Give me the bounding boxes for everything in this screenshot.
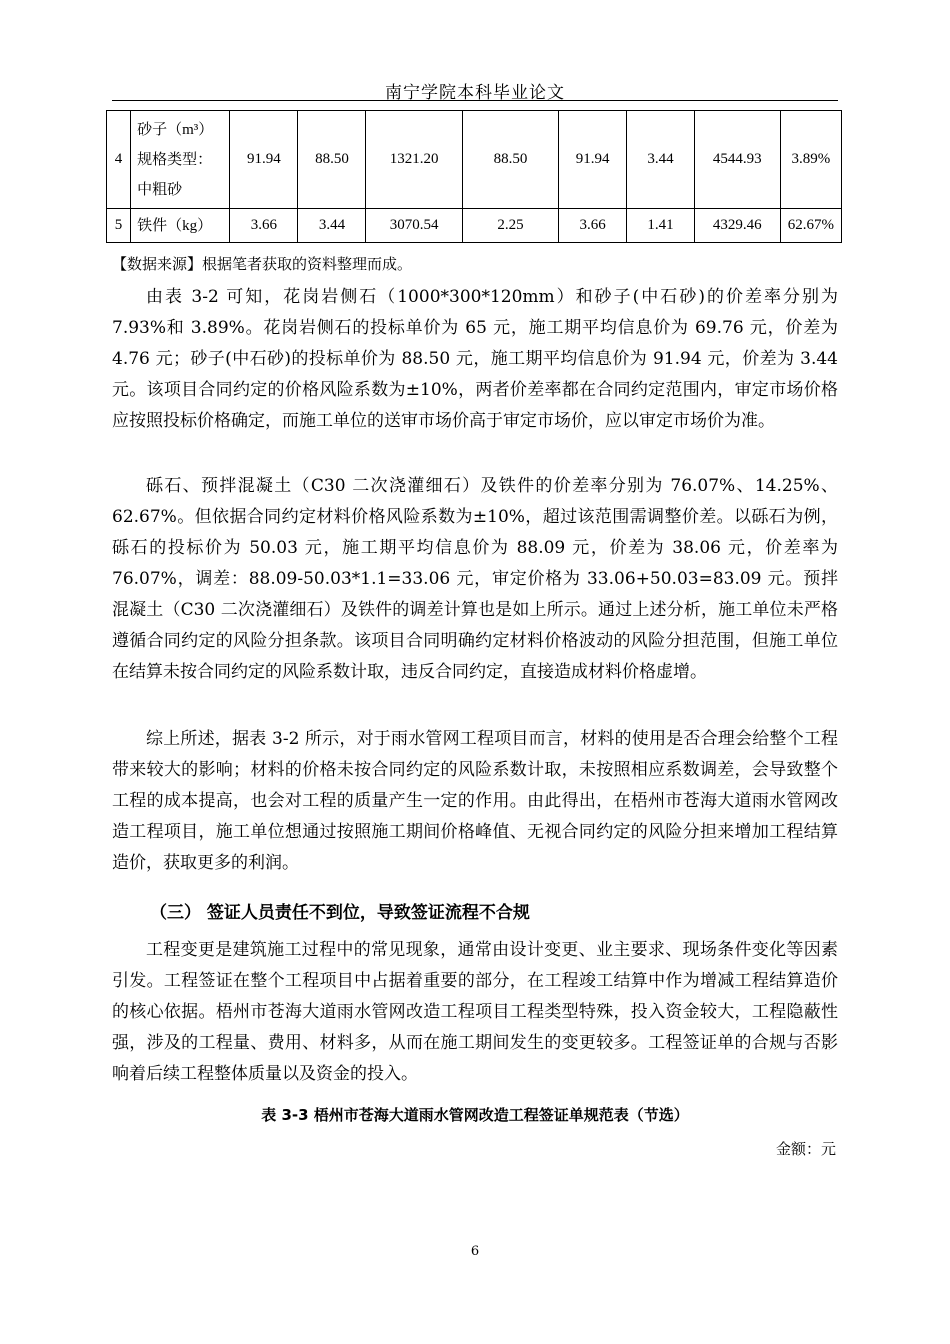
table-cell: 3.44 — [298, 209, 366, 243]
table-cell: 3.44 — [627, 111, 695, 209]
table-caption: 表 3-3 梧州市苍海大道雨水管网改造工程签证单规范表（节选） — [261, 1106, 689, 1124]
table-cell: 4329.46 — [694, 209, 780, 243]
header-divider — [112, 100, 838, 101]
table-row — [107, 111, 842, 209]
table-cell: 2.25 — [462, 209, 558, 243]
table-row — [107, 209, 842, 243]
table-cell: 3.89% — [780, 111, 841, 209]
paragraph-summary: 综上所述，据表 3-2 所示，对于雨水管网工程项目而言，材料的使用是否合理会给整个工程带来较大的影响；材料的价格未按合同约定的风险系数计取，未按照相应系数调差，会导致整个工程的成本提高，也会对工程的质量产生一定的作用。由此得出，在梧州市苍海大道雨水管网改造工程项目，施工单位想通过按照施工期间价格峰值、无视合同约定的风险分担来增加工程结算造价，获取更多的利润。 — [112, 729, 838, 873]
table-cell: 91.94 — [559, 111, 627, 209]
page-number: 6 — [470, 1244, 480, 1259]
paragraph-price-difference-analysis: 由表 3-2 可知，花岗岩侧石（1000*300*120mm）和砂子(中石砂)的价差率分别为 7.93%和 3.89%。花岗岩侧石的投标单价为 65 元，施工期平均信息价为 69.76 元，价差为 4.76 元；砂子(中石砂)的投标单价为 88.50 元，施工期平均信息价为 91.94 元，价差为 3.44 元。该项目合同约定的价格风险系数为±10%，两者价差率都在合同约定范围内，审定市场价格应按照投标价格确定，而施工单位的送审市场价高于审定市场价，应以审定市场价为准。 — [112, 287, 838, 431]
table-cell: 1321.20 — [366, 111, 462, 209]
section-heading: （三） 签证人员责任不到位，导致签证流程不合规 — [150, 903, 530, 923]
table-cell: 91.94 — [230, 111, 298, 209]
table-cell: 62.67% — [780, 209, 841, 243]
unit-note: 金额：元 — [775, 1140, 836, 1158]
row-number: 4 — [107, 111, 131, 209]
table-cell: 88.50 — [462, 111, 558, 209]
page-header: 南宁学院本科毕业论文 — [385, 83, 565, 103]
material-price-table — [106, 110, 842, 243]
table-cell: 4544.93 — [694, 111, 780, 209]
row-number: 5 — [107, 209, 131, 243]
table-cell: 3.66 — [559, 209, 627, 243]
paragraph-engineering-change: 工程变更是建筑施工过程中的常见现象，通常由设计变更、业主要求、现场条件变化等因素引发。工程签证在整个工程项目中占据着重要的部分，在工程竣工结算中作为增减工程结算造价的核心依据。梧州市苍海大道雨水管网改造工程项目工程类型特殊，投入资金较大，工程隐蔽性强，涉及的工程量、费用、材料多，从而在施工期间发生的变更较多。工程签证单的合规与否影响着后续工程整体质量以及资金的投入。 — [112, 940, 838, 1084]
table-cell: 3.66 — [230, 209, 298, 243]
table-cell: 3070.54 — [366, 209, 462, 243]
data-source-note: 【数据来源】根据笔者获取的资料整理而成。 — [112, 255, 413, 273]
table-cell: 88.50 — [298, 111, 366, 209]
material-name: 铁件（kg） — [131, 209, 230, 243]
table-cell: 1.41 — [627, 209, 695, 243]
material-name: 砂子（m³） 规格类型： 中粗砂 — [131, 111, 230, 209]
paragraph-adjustment-calculation: 砾石、预拌混凝土（C30 二次浇灌细石）及铁件的价差率分别为 76.07%、14.25%、62.67%。但依据合同约定材料价格风险系数为±10%，超过该范围需调整价差。以砾石为例，砾石的投标价为 50.03 元，施工期平均信息价为 88.09 元，价差为 38.06 元，价差率为 76.07%，调差：88.09-50.03*1.1=33.06 元，审定价格为 33.06+50.03=83.09 元。预拌混凝土（C30 二次浇灌细石）及铁件的调差计算也是如上所示。通过上述分析，施工单位未严格遵循合同约定的风险分担条款。该项目合同明确约定材料价格波动的风险分担范围，但施工单位在结算未按合同约定的风险系数计取，违反合同约定，直接造成材料价格虚增。 — [112, 476, 838, 682]
